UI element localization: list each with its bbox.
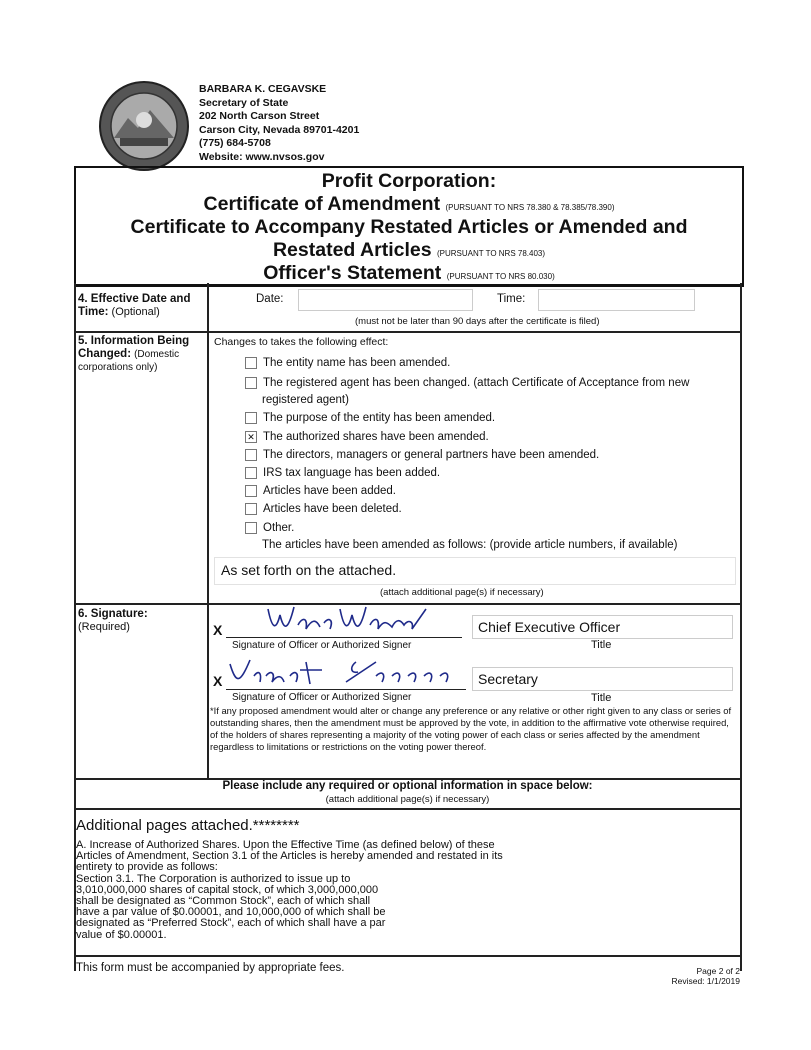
additional-line: 3,010,000,000 shares of capital stock, of which 3,000,000,000 (76, 883, 379, 896)
signature-1-line (226, 637, 462, 638)
title-certificate-restated: Certificate to Accompany Restated Articles or Amended and (130, 216, 688, 238)
table-bottom-border (74, 955, 741, 957)
phone: (775) 684-5708 (199, 137, 271, 149)
additional-line: Articles of Amendment, Section 3.1 of the Articles is hereby amended and restated in its (76, 850, 503, 863)
date-note: (must not be later than 90 days after the certificate is filed) (355, 316, 600, 327)
revised-date: Revised: 1/1/2019 (671, 976, 740, 986)
checkbox[interactable] (245, 377, 257, 389)
additional-line: Section 3.1. The Corporation is authorized to issue up to (76, 872, 351, 885)
checkbox[interactable] (245, 467, 257, 479)
website: Website: www.nvsos.gov (199, 150, 325, 163)
label-column-divider (207, 283, 209, 779)
checkbox[interactable] (245, 357, 257, 369)
option-purpose[interactable]: The purpose of the entity has been amended. (245, 411, 495, 425)
section5-label: 5. Information Being Changed: (Domestic corporations only) (78, 335, 190, 373)
signature-2-line (226, 689, 466, 690)
signature-2 (226, 654, 466, 690)
state-seal (98, 80, 190, 172)
additional-text (76, 840, 676, 941)
signature-1-caption: Signature of Officer or Authorized Signer (232, 640, 412, 651)
secretary-role: Secretary of State (199, 96, 289, 109)
checkbox-checked[interactable]: ✕ (245, 431, 257, 443)
option-other[interactable]: Other. (245, 521, 294, 535)
changes-intro: Changes to takes the following effect: (214, 336, 389, 348)
title-profit-corp: Profit Corporation: (321, 170, 497, 192)
x-mark-2: X (213, 673, 223, 689)
row-divider-additional (74, 808, 741, 810)
title-1-caption: Title (591, 639, 612, 651)
additional-line: A. Increase of Authorized Shares. Upon the Effective Time (as defined below) of these (76, 839, 495, 851)
checkbox[interactable] (245, 522, 257, 534)
checkbox[interactable] (245, 485, 257, 497)
x-mark-1: X (213, 622, 223, 638)
additional-subheading: (attach additional page(s) if necessary) (325, 794, 490, 805)
option-registered-agent[interactable]: The registered agent has been changed. (attach Certificate of Acceptance from new (245, 376, 689, 390)
additional-line: entirety to provide as follows: (76, 861, 218, 874)
section6-label: 6. Signature: (Required) (78, 608, 148, 633)
time-label: Time: (497, 293, 526, 305)
section4-label: 4. Effective Date and Time: (Optional) (78, 293, 191, 318)
checkbox[interactable] (245, 412, 257, 424)
additional-line: value of $0.00001. (76, 928, 167, 941)
date-field[interactable] (298, 289, 473, 311)
title-2-caption: Title (591, 692, 612, 704)
additional-pages-attached: Additional pages attached.******** (76, 817, 300, 834)
additional-line: have a par value of $0.00001, and 10,000,000 of which shall be (76, 906, 386, 919)
option-directors[interactable]: The directors, managers or general partners have been amended. (245, 448, 599, 462)
attach-note: (attach additional page(s) if necessary) (380, 587, 544, 598)
title-restated-articles: Restated Articles (PURSUANT TO NRS 78.403) (272, 239, 546, 261)
table-right-border (740, 283, 742, 971)
secretary-name: BARBARA K. CEGAVSKE (199, 83, 327, 95)
option-irs-tax[interactable]: IRS tax language has been added. (245, 466, 440, 480)
additional-line: designated as “Preferred Stock”, each of which shall have a par (76, 917, 386, 930)
secretary-address-block (199, 83, 359, 164)
time-field[interactable] (538, 289, 695, 311)
checkbox[interactable] (245, 449, 257, 461)
additional-heading: Please include any required or optional information in space below: (222, 780, 593, 792)
date-label: Date: (256, 293, 284, 305)
title-box (74, 166, 744, 287)
option-articles-added[interactable]: Articles have been added. (245, 484, 396, 498)
fees-notice: This form must be accompanied by appropriate fees. (76, 962, 345, 974)
street-address: 202 North Carson Street (199, 110, 320, 122)
signature-1 (228, 601, 464, 637)
option-articles-deleted[interactable]: Articles have been deleted. (245, 502, 402, 516)
option-entity-name[interactable]: The entity name has been amended. (245, 356, 450, 370)
signature-2-caption: Signature of Officer or Authorized Signer (232, 692, 412, 703)
additional-line: shall be designated as “Common Stock”, each of which shall (76, 895, 371, 908)
signature-footnote: *If any proposed amendment would alter or change any preference or any relative or other right given to any class or series of outstanding shares, then the amendment must be approved by the vote, in addition to the affirmative vote otherwise required, of the holders of shares representing a majority of the voting power of each class or series affected by the amendment regardless to limitations or restrictions on the voting power thereof. (210, 705, 732, 752)
title-certificate-amendment: Certificate of Amendment (PURSUANT TO NRS 78.380 & 78.385/78.390) (203, 193, 615, 215)
amended-intro: The articles have been amended as follows: (provide article numbers, if available) (262, 539, 678, 551)
city-address: Carson City, Nevada 89701-4201 (199, 123, 360, 136)
option-authorized-shares[interactable]: ✕ The authorized shares have been amended. (245, 430, 489, 444)
title-2-field[interactable]: Secretary (472, 667, 733, 691)
row-divider-4 (74, 331, 741, 333)
title-1-field[interactable]: Chief Executive Officer (472, 615, 733, 639)
option-registered-agent-cont: registered agent) (262, 394, 349, 406)
page-number: Page 2 of 2 (696, 966, 740, 976)
page-info (660, 966, 740, 986)
amendment-text-field[interactable]: As set forth on the attached. (214, 557, 736, 585)
checkbox[interactable] (245, 503, 257, 515)
title-officers-statement: Officer's Statement (PURSUANT TO NRS 80.030) (263, 262, 555, 284)
